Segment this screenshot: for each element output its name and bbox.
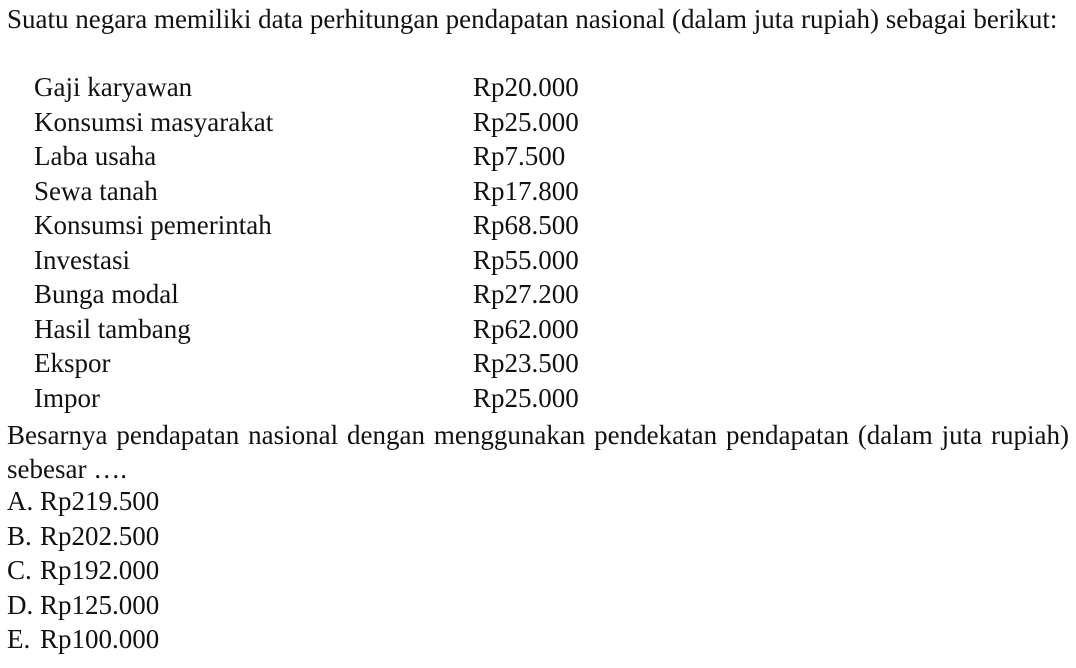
data-label: Impor	[34, 382, 100, 413]
data-value: Rp23.500	[473, 348, 579, 378]
data-row	[34, 312, 634, 347]
option-a[interactable]	[7, 484, 159, 519]
data-label: Konsumsi pemerintah	[34, 210, 272, 240]
option-text: Rp202.500	[40, 520, 160, 551]
option-c[interactable]	[7, 553, 159, 588]
data-value: Rp62.000	[473, 313, 579, 344]
option-letter: B.	[7, 520, 32, 551]
data-label: Investasi	[34, 244, 130, 275]
intro-text: Suatu negara memiliki data perhitungan pendapatan nasional (dalam juta rupiah) sebagai berikut:	[7, 4, 1058, 34]
data-row	[34, 70, 634, 105]
option-text: Rp100.000	[40, 624, 160, 654]
data-value: Rp55.000	[473, 244, 579, 275]
data-row	[34, 208, 634, 243]
option-text: Rp219.500	[40, 486, 160, 516]
data-label: Konsumsi masyarakat	[34, 106, 274, 137]
data-label: Hasil tambang	[34, 313, 191, 344]
option-d[interactable]	[7, 588, 159, 623]
data-value: Rp68.500	[473, 210, 579, 240]
option-letter: A.	[7, 486, 34, 516]
data-label: Ekspor	[34, 348, 111, 378]
question-text: Besarnya pendapatan nasional dengan menggunakan pendekatan pendapatan (dalam juta rupiah) sebesar ….	[7, 420, 1069, 484]
data-row	[34, 277, 634, 312]
data-label: Laba usaha	[34, 141, 157, 171]
option-text: Rp192.000	[40, 555, 160, 585]
option-e[interactable]	[7, 622, 159, 657]
answer-options	[7, 484, 159, 657]
data-row	[34, 139, 634, 174]
data-row	[34, 105, 634, 140]
option-b[interactable]	[7, 519, 159, 554]
data-value: Rp27.200	[473, 279, 579, 309]
data-label: Gaji karyawan	[34, 72, 193, 102]
data-row	[34, 174, 634, 209]
data-value: Rp20.000	[473, 72, 579, 102]
option-text: Rp125.000	[40, 589, 160, 620]
data-row	[34, 243, 634, 278]
data-value: Rp7.500	[473, 141, 566, 171]
data-label: Sewa tanah	[34, 175, 158, 206]
income-data-table	[34, 70, 634, 415]
data-label: Bunga modal	[34, 279, 179, 309]
data-row	[34, 346, 634, 381]
option-letter: C.	[7, 555, 32, 585]
data-value: Rp25.000	[473, 106, 579, 137]
data-value: Rp17.800	[473, 175, 579, 206]
data-value: Rp25.000	[473, 382, 579, 413]
option-letter: E.	[7, 624, 31, 654]
data-row	[34, 381, 634, 416]
option-letter: D.	[7, 589, 34, 620]
